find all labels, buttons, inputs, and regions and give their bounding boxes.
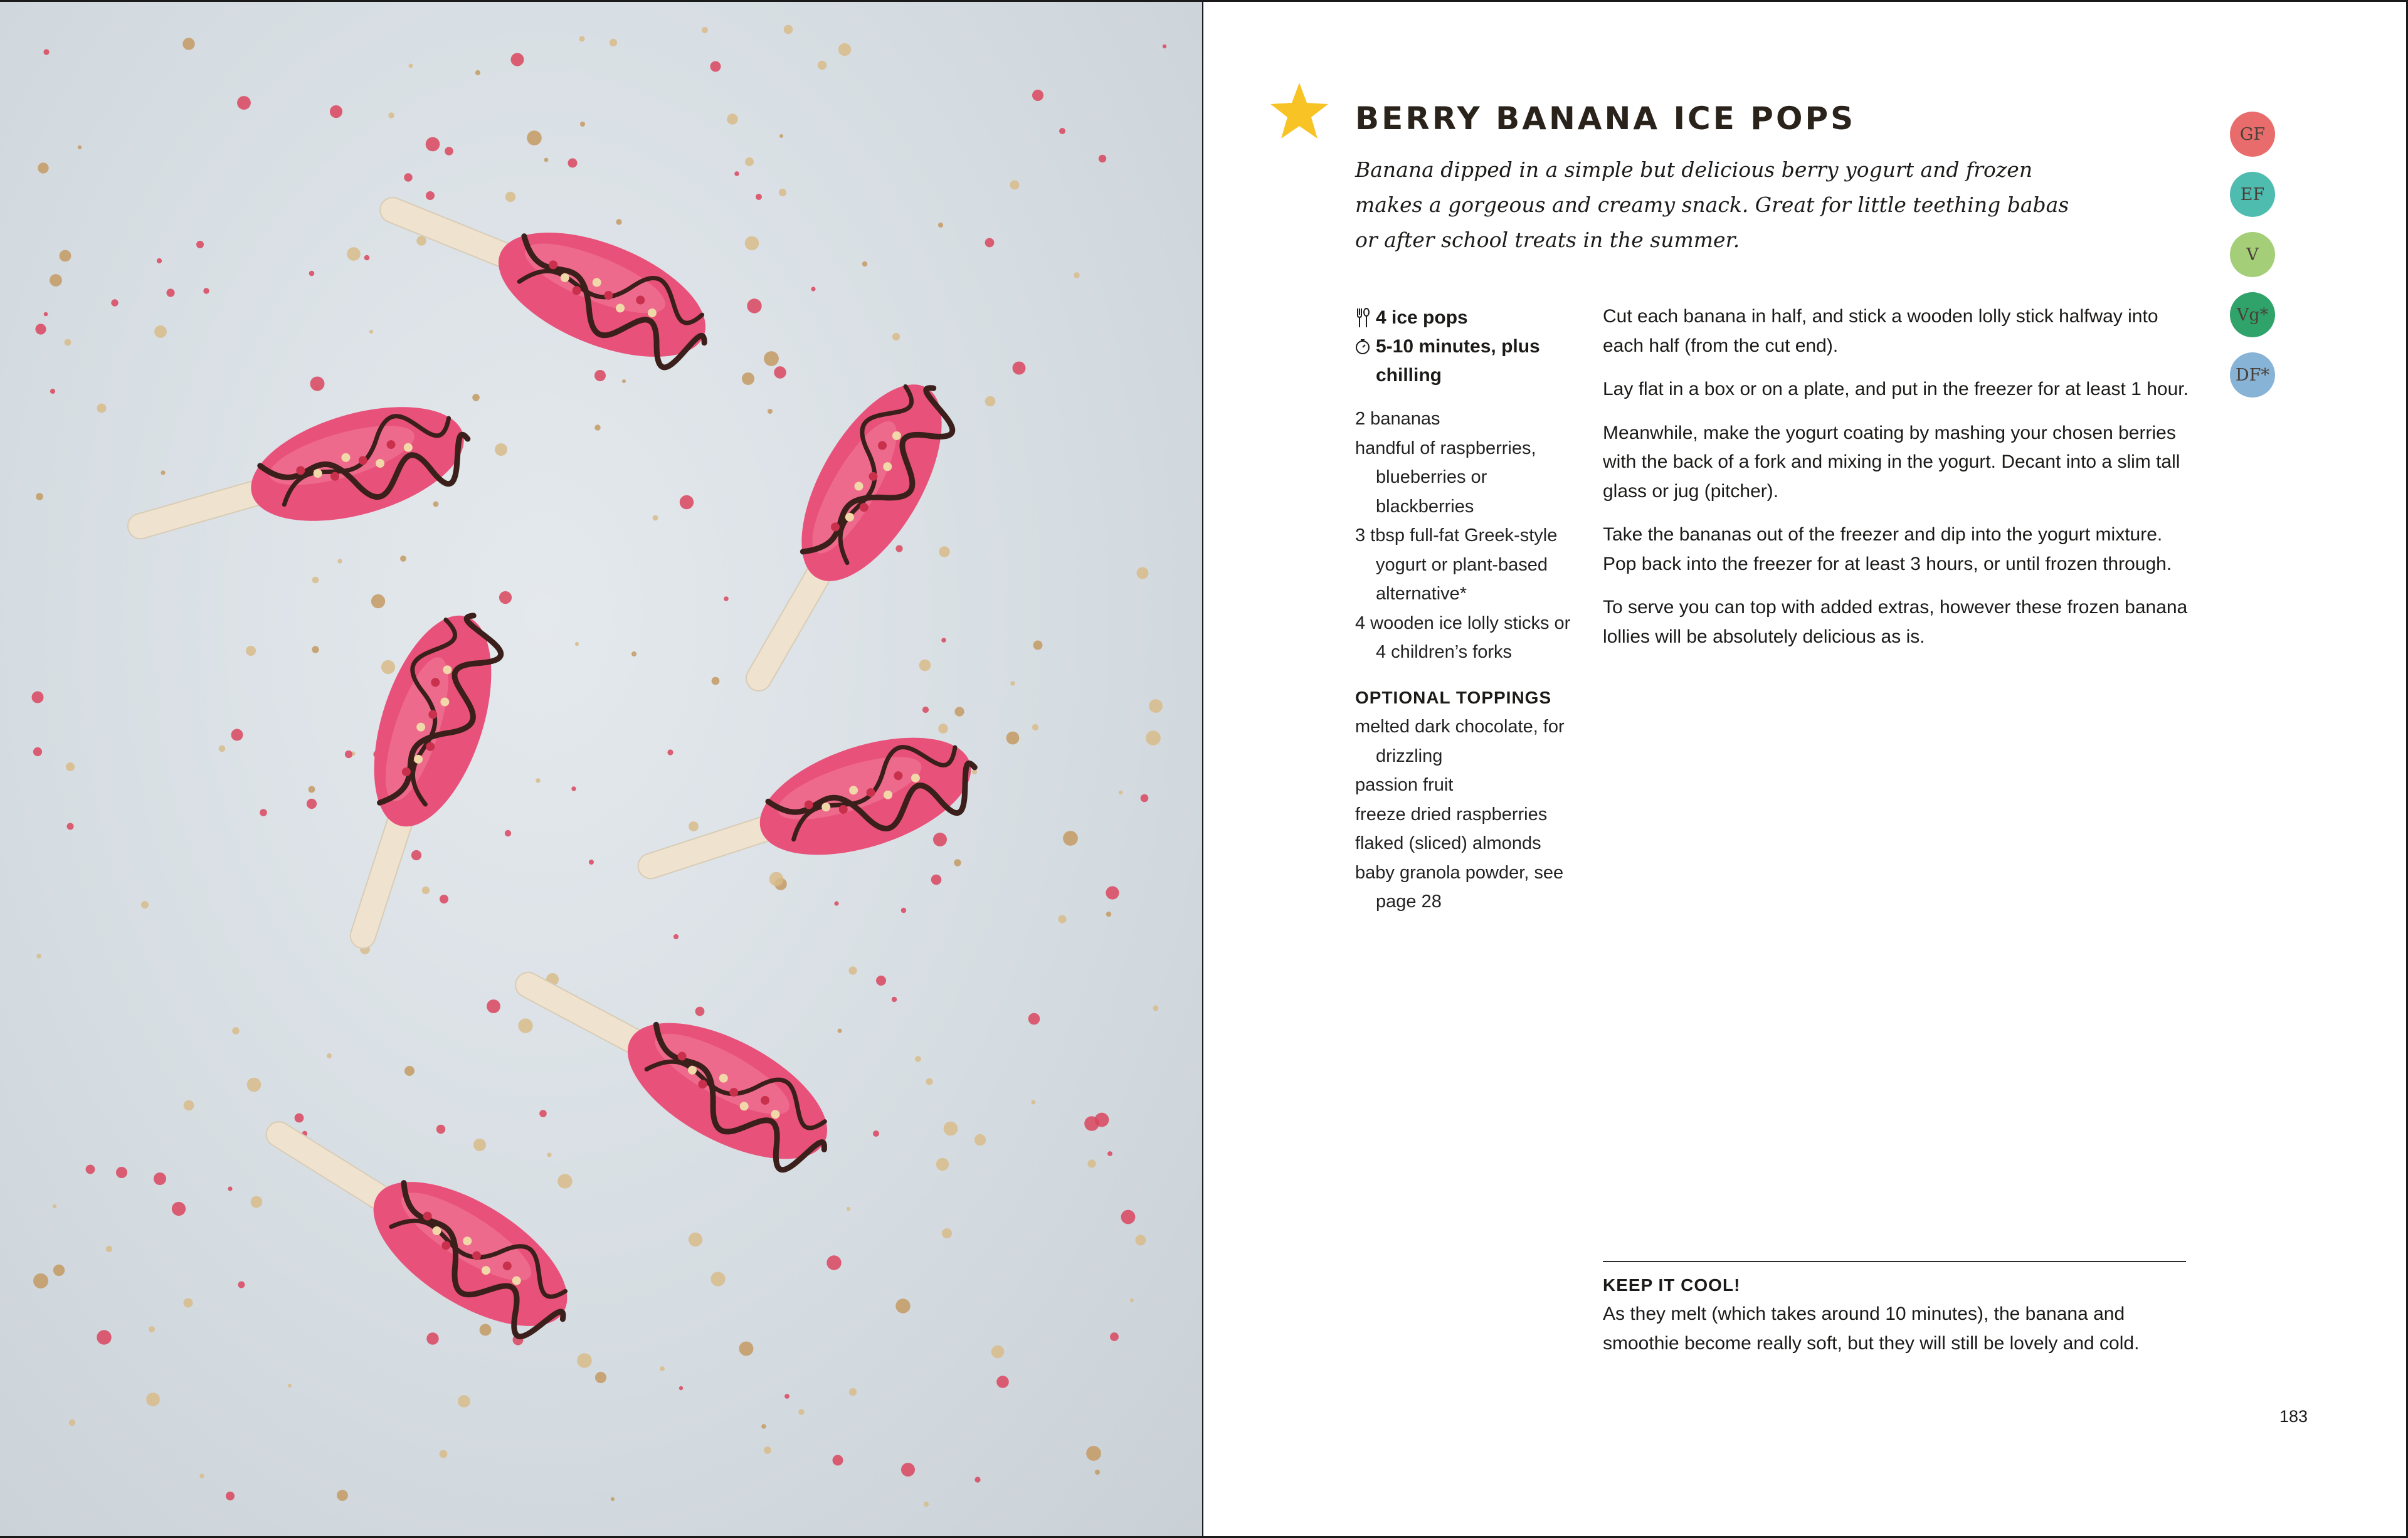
crumb	[1130, 1298, 1134, 1302]
crumb	[1141, 794, 1149, 803]
crumb	[309, 271, 315, 277]
crumb	[166, 288, 174, 297]
crumb	[347, 247, 361, 261]
crumb	[1028, 1013, 1040, 1025]
crumb	[219, 745, 226, 752]
crumb	[579, 36, 585, 42]
crumb	[1099, 155, 1106, 162]
crumb	[1010, 681, 1015, 686]
crumb	[445, 147, 453, 155]
crumb	[873, 1130, 879, 1137]
crumb	[116, 1167, 127, 1178]
crumb	[440, 1450, 448, 1458]
crumb	[312, 577, 319, 584]
crumb	[653, 515, 658, 521]
crumb	[985, 238, 995, 248]
crumb	[33, 1273, 48, 1288]
crumb	[745, 157, 754, 166]
crumb	[1032, 1100, 1036, 1105]
crumb	[1163, 45, 1166, 48]
crumb	[931, 875, 942, 885]
crumb	[1121, 1210, 1136, 1225]
crumb	[724, 596, 729, 601]
crumb	[818, 61, 827, 70]
method-steps	[1603, 302, 2192, 666]
method-step: Cut each banana in half, and stick a wooden lolly stick halfway into each half (from the cut end).	[1603, 306, 2158, 356]
crumb	[1058, 915, 1066, 923]
crumb	[594, 424, 600, 430]
crumb	[1006, 732, 1020, 745]
crumb	[440, 895, 448, 903]
crumb	[557, 1174, 572, 1188]
ice-pops-illustration	[0, 0, 1203, 1538]
crumb	[237, 96, 251, 110]
crumb	[689, 821, 699, 831]
tip-heading: KEEP IT COOL!	[1603, 1275, 1741, 1295]
diet-badge-df: DF*	[2230, 352, 2275, 398]
crumb	[895, 545, 902, 552]
crumb	[86, 1165, 95, 1174]
crumb	[622, 379, 626, 383]
crumb	[32, 692, 44, 703]
topping-item: melted dark chocolate, for drizzling	[1355, 717, 1565, 766]
page-number: 183	[2279, 1407, 2308, 1426]
crumb	[426, 1332, 438, 1344]
method-step: To serve you can top with added extras, however these frozen banana lollies will be absolutely delicious as is.	[1603, 597, 2188, 647]
crumb	[1137, 567, 1149, 579]
crumb	[922, 707, 929, 713]
crumb	[310, 377, 325, 391]
tip-box	[1603, 1261, 2186, 1358]
crumb	[1149, 699, 1163, 713]
crumb	[938, 223, 943, 228]
crumb	[991, 1346, 1005, 1359]
crumb	[184, 1100, 194, 1111]
crumb	[1106, 886, 1119, 899]
star-icon	[1268, 80, 1331, 143]
crumb	[739, 1342, 754, 1356]
crumb	[50, 389, 55, 394]
crumb	[172, 1202, 186, 1216]
crumb	[769, 872, 784, 887]
crumb	[901, 1463, 915, 1477]
crumb	[251, 1196, 263, 1208]
crumb	[936, 1158, 949, 1171]
crumb	[66, 762, 75, 771]
crumb	[309, 786, 315, 793]
crumb	[577, 1353, 592, 1368]
crumb	[575, 642, 579, 646]
crumb	[436, 1125, 445, 1134]
crumb	[327, 1053, 332, 1058]
crumb	[544, 158, 549, 162]
tip-text: As they melt (which takes around 10 minutes), the banana and smoothie become really soft, but they will still be lovely and cold.	[1603, 1304, 2140, 1354]
crumb	[196, 241, 204, 248]
crumb	[938, 724, 948, 734]
crumb	[381, 660, 395, 674]
crumb	[232, 1027, 239, 1034]
crumb	[895, 1298, 910, 1313]
crumb	[774, 366, 786, 378]
crumb	[595, 1372, 606, 1383]
ice-pop	[623, 714, 988, 917]
crumb	[411, 850, 421, 860]
crumb	[915, 1056, 921, 1062]
crumb	[203, 288, 209, 293]
frame-top	[0, 0, 2408, 2]
crumb	[745, 236, 759, 250]
ice-pop	[494, 935, 851, 1188]
crumb	[35, 324, 46, 334]
crumb	[756, 194, 762, 200]
crumb	[838, 1029, 842, 1033]
method-step: Meanwhile, make the yogurt coating by mashing your chosen berries with the back of a fork and mixing in the yogurt. Decant into a slim tall glass or jug (pitcher).	[1603, 422, 2180, 502]
crumb	[1074, 272, 1079, 278]
ingredient-item: 2 bananas	[1355, 409, 1440, 429]
crumb	[1063, 831, 1078, 846]
crumb	[364, 255, 370, 261]
ingredient-item: handful of raspberries, blueberries or blackberries	[1355, 438, 1536, 517]
crumb	[631, 651, 636, 656]
crumb	[426, 191, 435, 200]
crumb	[78, 145, 82, 149]
crumb	[141, 901, 149, 909]
crumb	[106, 1246, 112, 1252]
crumb	[1110, 1332, 1119, 1341]
crumb	[1119, 791, 1123, 795]
crumb	[50, 274, 62, 287]
crumb	[1146, 730, 1161, 745]
crumb	[547, 1152, 551, 1157]
crumb	[779, 134, 783, 138]
crumb	[1010, 181, 1020, 190]
crumb	[798, 1409, 804, 1414]
crumb	[38, 162, 48, 173]
crumb	[473, 1139, 486, 1151]
crumb	[53, 1265, 65, 1276]
crumb	[944, 1122, 958, 1136]
crumb	[1087, 1159, 1096, 1167]
time-text: 5-10 minutes, plus chilling	[1376, 336, 1540, 386]
crumb	[1086, 1446, 1101, 1461]
crumb	[974, 1477, 980, 1482]
crumb	[954, 707, 964, 716]
crumb	[33, 747, 42, 756]
crumb	[1095, 1470, 1100, 1475]
crumb	[295, 1114, 304, 1123]
crumb	[779, 189, 786, 196]
crumb	[833, 1455, 843, 1466]
crumb	[695, 1007, 705, 1016]
crumb	[337, 1490, 348, 1501]
crumb	[901, 908, 906, 913]
crumb	[710, 1272, 725, 1286]
diet-badge-vg: Vg*	[2230, 292, 2275, 337]
fork-spoon-icon	[1355, 303, 1373, 332]
crumb	[345, 751, 352, 758]
crumb	[330, 105, 342, 118]
topping-item: freeze dried raspberries	[1355, 804, 1548, 824]
crumb	[742, 372, 754, 385]
crumb	[154, 1172, 166, 1185]
crumb	[926, 1078, 933, 1085]
crumb	[480, 1324, 492, 1336]
topping-item: flaked (sliced) almonds	[1355, 833, 1541, 853]
toppings-list	[1355, 712, 1581, 917]
crumb	[667, 749, 673, 755]
crumb	[43, 49, 49, 55]
serves-row	[1355, 303, 1581, 332]
diet-badge-gf: GF	[2230, 112, 2275, 157]
crumb	[111, 299, 118, 306]
ice-pop	[311, 598, 515, 963]
crumb	[337, 559, 342, 563]
crumb	[1153, 1006, 1159, 1011]
recipe-title: BERRY BANANA ICE POPS	[1355, 100, 1856, 137]
ingredients-list	[1355, 404, 1581, 667]
crumb	[539, 1110, 547, 1117]
ingredient-item: 4 wooden ice lolly sticks or 4 children’s forks	[1355, 613, 1571, 662]
crumb	[838, 43, 851, 56]
crumb	[388, 112, 394, 118]
crumb	[36, 493, 43, 500]
crumb	[36, 954, 41, 959]
crumb	[761, 1424, 766, 1429]
crumb	[149, 1326, 155, 1332]
crumb	[199, 1473, 204, 1478]
crumb	[499, 591, 512, 604]
crumb	[433, 502, 439, 507]
time-row	[1355, 332, 1581, 390]
recipe-meta	[1355, 303, 1581, 390]
recipe-photo	[0, 0, 1203, 1538]
crumb	[60, 250, 71, 262]
crumb	[974, 1134, 986, 1146]
crumb	[505, 830, 511, 836]
crumb	[146, 1393, 160, 1406]
crumb	[505, 192, 515, 202]
crumb	[44, 312, 48, 317]
crumb	[919, 660, 931, 672]
toppings-heading: OPTIONAL TOPPINGS	[1355, 688, 1552, 707]
crumb	[472, 394, 480, 401]
crumb	[594, 370, 606, 381]
crumb	[536, 778, 540, 782]
crumb	[182, 38, 194, 50]
crumb	[154, 325, 167, 338]
crumb	[784, 1394, 789, 1399]
method-step: Take the bananas out of the freezer and dip into the yogurt mixture. Pop back into the freezer for at least 3 hours, or until frozen through.	[1603, 524, 2172, 574]
ice-pop	[709, 360, 972, 714]
crumb	[610, 39, 617, 46]
crumb	[996, 1376, 1009, 1388]
crumb	[849, 1388, 857, 1396]
crumb	[747, 298, 761, 313]
crumb	[764, 1446, 771, 1454]
crumb	[231, 729, 243, 741]
ice-pop	[241, 1085, 593, 1356]
crumb	[67, 823, 74, 830]
crumb	[811, 287, 815, 291]
crumb	[768, 409, 773, 414]
crumb	[416, 236, 426, 245]
crumb	[69, 1419, 75, 1426]
crumb	[826, 1255, 841, 1270]
crumb	[371, 594, 385, 608]
crumb	[892, 997, 897, 1002]
crumb	[985, 396, 996, 407]
ice-pop	[115, 384, 480, 577]
crumb	[518, 1018, 532, 1033]
crumb	[712, 677, 720, 685]
crumb	[616, 219, 621, 224]
crumb	[734, 171, 739, 176]
ingredient-item: 3 tbsp full-fat Greek-style yogurt or plant-based alternative*	[1355, 525, 1558, 604]
crumb	[942, 1228, 952, 1238]
crumb	[157, 258, 162, 263]
crumb	[400, 556, 406, 562]
crumb	[892, 333, 900, 340]
crumb	[1013, 362, 1026, 375]
crumb	[426, 137, 440, 152]
crumb	[226, 1492, 235, 1500]
crumb	[246, 646, 256, 656]
crumb	[611, 1497, 615, 1501]
ice-pop	[362, 159, 726, 383]
crumb	[1032, 724, 1038, 730]
crumb	[680, 495, 694, 509]
crumb	[404, 173, 412, 181]
crumb	[568, 159, 578, 168]
crumb	[679, 1386, 683, 1390]
crumb	[764, 351, 779, 366]
crumb	[589, 860, 594, 865]
crumb	[53, 1204, 56, 1208]
crumb	[247, 1078, 261, 1092]
crumb	[702, 27, 708, 33]
crumb	[834, 901, 838, 905]
crumb	[404, 1066, 415, 1076]
crumb	[876, 976, 886, 986]
crumb	[1084, 1116, 1099, 1131]
crumb	[527, 130, 542, 145]
crumb	[941, 638, 946, 643]
crumb	[312, 646, 319, 653]
crumb	[487, 999, 500, 1013]
crumb	[660, 1366, 665, 1371]
crumb	[97, 1330, 111, 1344]
crumb	[1059, 128, 1065, 134]
crumb	[307, 799, 317, 809]
topping-item: baby granola powder, see page 28	[1355, 862, 1564, 912]
crumb	[97, 404, 107, 413]
crumb	[422, 887, 430, 894]
crumb	[1033, 641, 1043, 650]
crumb	[673, 934, 679, 939]
recipe-intro: Banana dipped in a simple but delicious berry yogurt and frozen makes a gorgeous and creamy snack. Great for little teething babas or after school treats in the summer.	[1355, 157, 2069, 252]
crumb	[571, 786, 576, 791]
crumb	[1107, 1151, 1112, 1156]
crumb	[784, 25, 793, 34]
crumb	[260, 809, 267, 816]
crumb	[161, 470, 165, 475]
diet-badges	[2230, 112, 2275, 413]
serves-text: 4 ice pops	[1376, 307, 1468, 328]
crumb	[238, 1282, 245, 1288]
crumb	[939, 546, 949, 557]
crumb	[1106, 912, 1112, 917]
crumb	[475, 70, 480, 75]
diet-badge-v: V	[2230, 232, 2275, 277]
crumb	[933, 833, 947, 846]
crumb	[184, 1298, 193, 1308]
diet-badge-ef: EF	[2230, 172, 2275, 217]
crumb	[847, 1207, 850, 1211]
timer-icon	[1355, 332, 1373, 361]
crumb	[862, 261, 867, 266]
topping-item: passion fruit	[1355, 775, 1454, 795]
crumb	[1136, 1235, 1146, 1246]
crumb	[954, 859, 961, 866]
page-gutter	[1202, 0, 1203, 1538]
crumb	[1032, 90, 1043, 101]
crumb	[924, 1502, 929, 1507]
crumb	[228, 1186, 232, 1191]
crumb	[727, 113, 737, 124]
crumb	[369, 330, 373, 334]
method-step: Lay flat in a box or on a plate, and put in the freezer for at least 1 hour.	[1603, 379, 2189, 399]
crumb	[65, 339, 71, 346]
crumb	[511, 53, 524, 66]
crumb	[710, 61, 721, 72]
crumb	[495, 443, 507, 456]
crumb	[288, 1384, 292, 1388]
crumb	[458, 1395, 470, 1408]
crumb	[848, 966, 857, 974]
crumb	[689, 1233, 702, 1246]
crumb	[580, 122, 585, 127]
crumb	[409, 64, 413, 68]
